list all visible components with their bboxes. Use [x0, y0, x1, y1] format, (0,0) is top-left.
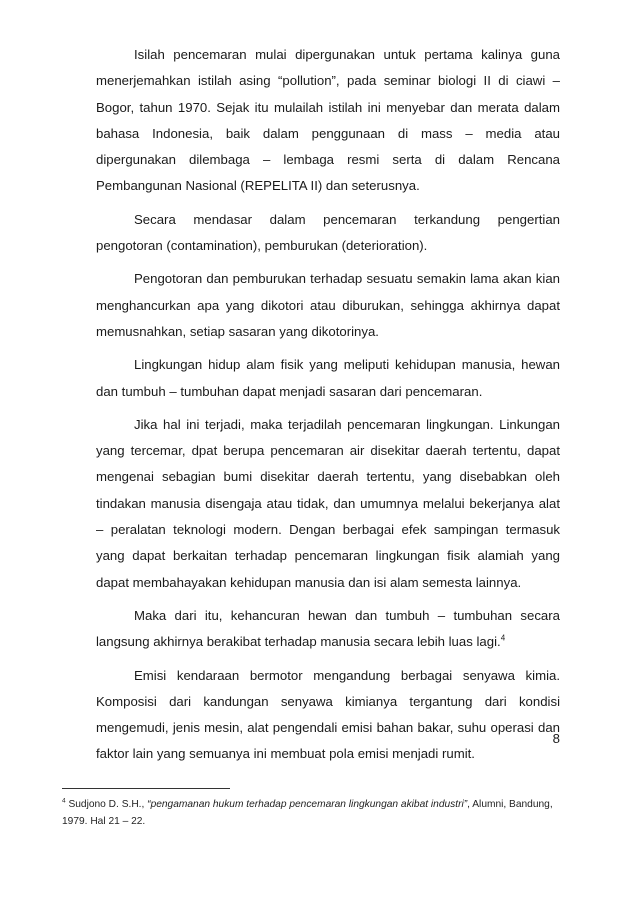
footnote-reference[interactable]: 4 [500, 633, 506, 643]
body-text [96, 42, 560, 775]
paragraph-7: Emisi kendaraan bermotor mengandung berbagai senyawa kimia. Komposisi dari kandungan senyawa kimianya tergantung dari kondisi mengemudi, jenis mesin, alat pengendali emisi bahan bakar, suhu operasi dan faktor lain yang semuanya ini membuat pola emisi menjadi rumit. [96, 667, 560, 762]
footnote-title: “pengamanan hukum terhadap pencemaran lingkungan akibat industri” [147, 799, 468, 810]
footnote-author: Sudjono D. S.H., [65, 799, 148, 810]
paragraph-5: Jika hal ini terjadi, maka terjadilah pencemaran lingkungan. Linkungan yang tercemar, dpat berupa pencemaran air disekitar daerah tertentu, dapat mengenai sebagian bumi disekitar daerah tertentu, yang disebabkan oleh tindakan manusia disengaja atau tidak, dan umumnya melalui bekerjanya alat – peralatan teknologi modern. Dengan berbagai efek sampingan termasuk yang dapat berkaitan terhadap pencemaran lingkungan fisik alamiah yang dapat membahayakan kehidupan manusia dan isi alam semesta lainnya. [96, 416, 560, 590]
footnote-divider [62, 788, 230, 789]
paragraph-6-text: Maka dari itu, kehancuran hewan dan tumbuh – tumbuhan secara langsung akhirnya berakibat terhadap manusia secara lebih luas lagi. [96, 607, 560, 650]
footnote-number: 4 [62, 797, 66, 805]
paragraph-1: Isilah pencemaran mulai dipergunakan untuk pertama kalinya guna menerjemahkan istilah asing “pollution”, pada seminar biologi II di ciawi – Bogor, tahun 1970. Sejak itu mulailah istilah ini menyebar dan merata dalam bahasa Indonesia, baik dalam penggunaan di mass – media atau dipergunakan dilembaga – lembaga resmi serta di dalam Rencana Pembangunan Nasional (REPELITA II) dan seterusnya. [96, 47, 560, 194]
footnote-publication: , Alumni, Bandung, 1979. Hal 21 – 22. [62, 799, 553, 827]
paragraph-2: Secara mendasar dalam pencemaran terkandung pengertian pengotoran (contamination), pemburukan (deterioration). [96, 211, 560, 254]
footnote [62, 796, 562, 830]
paragraph-4: Lingkungan hidup alam fisik yang meliputi kehidupan manusia, hewan dan tumbuh – tumbuhan dapat menjadi sasaran dari pencemaran. [96, 357, 560, 399]
paragraph-3: Pengotoran dan pemburukan terhadap sesuatu semakin lama akan kian menghancurkan apa yang dikotori atau diburukan, sehingga akhirnya dapat memusnahkan, setiap sasaran yang dikotorinya. [96, 271, 560, 339]
page-number: 8 [552, 731, 560, 746]
paragraph-6 [96, 603, 560, 656]
